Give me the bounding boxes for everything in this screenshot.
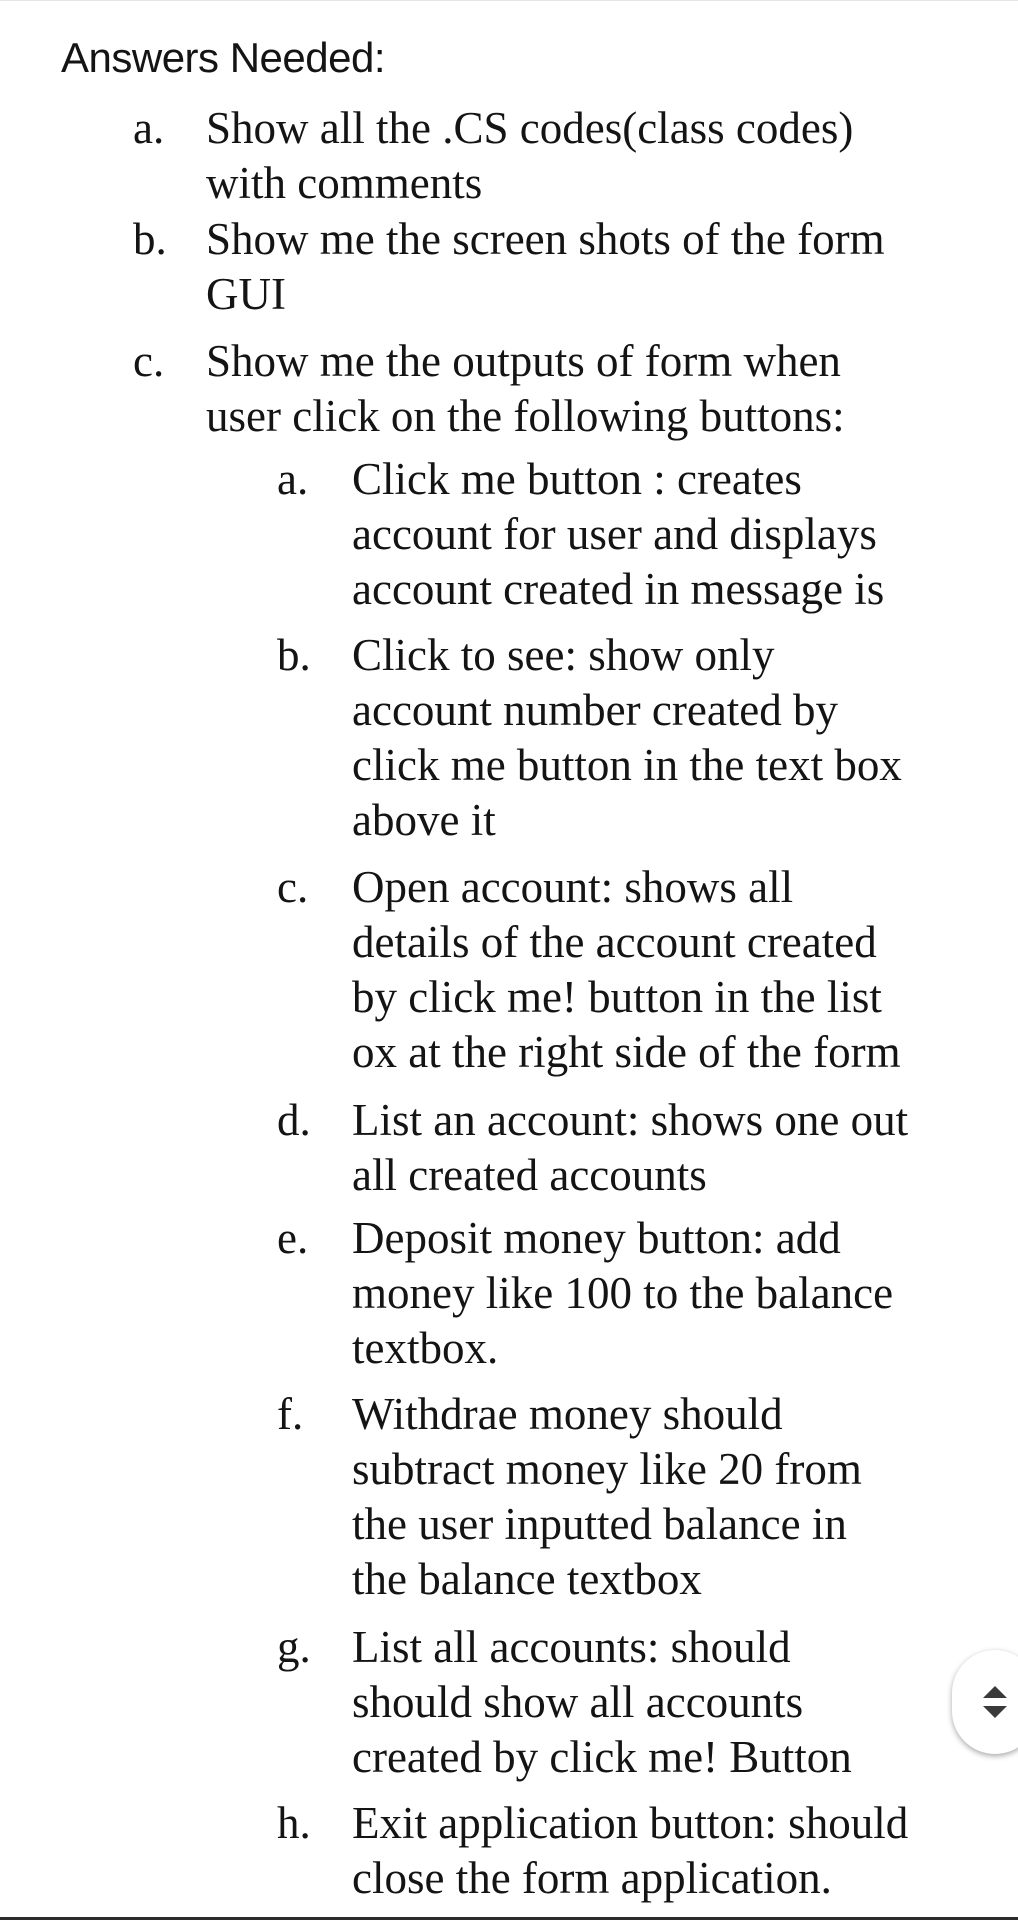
list-item-text [352, 1387, 862, 1607]
text-line: Show me the outputs of form when [206, 336, 841, 386]
list-item-text [352, 628, 902, 848]
scroll-handle[interactable] [952, 1650, 1018, 1754]
text-line: the user inputted balance in [352, 1499, 847, 1549]
text-line: Show me the screen shots of the form [206, 214, 885, 264]
text-line: Show all the .CS codes(class codes) [206, 103, 854, 153]
page-heading: Answers Needed: [61, 34, 386, 81]
list-marker: a. [277, 454, 309, 504]
list-item-text [352, 1093, 908, 1203]
up-down-arrows-icon [980, 1684, 1010, 1720]
list-marker: g. [277, 1622, 311, 1672]
text-line: account number created by [352, 685, 839, 735]
list-item-text [352, 1211, 893, 1376]
text-line: GUI [206, 269, 286, 319]
list-item-text [352, 452, 884, 617]
text-line: List all accounts: should [352, 1622, 791, 1672]
text-line: the balance textbox [352, 1554, 702, 1604]
list-item-text [206, 212, 885, 322]
text-line: click me button in the text box [352, 740, 902, 790]
text-line: close the form application. [352, 1853, 832, 1903]
top-divider [0, 0, 1018, 1]
text-line: Deposit money button: add [352, 1213, 841, 1263]
text-line: subtract money like 20 from [352, 1444, 862, 1494]
text-line: created by click me! Button [352, 1732, 852, 1782]
list-item-text [352, 1620, 852, 1785]
text-line: account for user and displays [352, 509, 877, 559]
list-marker: b. [277, 630, 311, 680]
text-line: List an account: shows one out [352, 1095, 909, 1145]
text-line: Open account: shows all [352, 862, 794, 912]
text-line: textbox. [352, 1323, 499, 1373]
list-item-text [352, 1796, 908, 1906]
list-marker: h. [277, 1798, 311, 1848]
text-line: Exit application button: should [352, 1798, 909, 1848]
list-marker: c. [133, 336, 165, 386]
text-line: above it [352, 795, 496, 845]
text-line: user click on the following buttons: [206, 391, 845, 441]
list-marker: e. [277, 1213, 309, 1263]
text-line: with comments [206, 158, 483, 208]
list-marker: b. [133, 214, 167, 264]
list-item-text [352, 860, 901, 1080]
text-line: money like 100 to the balance [352, 1268, 894, 1318]
text-line: details of the account created [352, 917, 877, 967]
list-marker: a. [133, 103, 165, 153]
text-line: Click to see: show only [352, 630, 775, 680]
text-line: Withdrae money should [352, 1389, 783, 1439]
text-line: ox at the right side of the form [352, 1027, 901, 1077]
text-line: by click me! button in the list [352, 972, 882, 1022]
list-marker: f. [277, 1389, 304, 1439]
text-line: should show all accounts [352, 1677, 804, 1727]
list-item-text [206, 101, 853, 211]
text-line: all created accounts [352, 1150, 707, 1200]
list-item-text [206, 334, 845, 444]
text-line: account created in message is [352, 564, 885, 614]
list-marker: c. [277, 862, 309, 912]
list-marker: d. [277, 1095, 311, 1145]
text-line: Click me button : creates [352, 454, 802, 504]
